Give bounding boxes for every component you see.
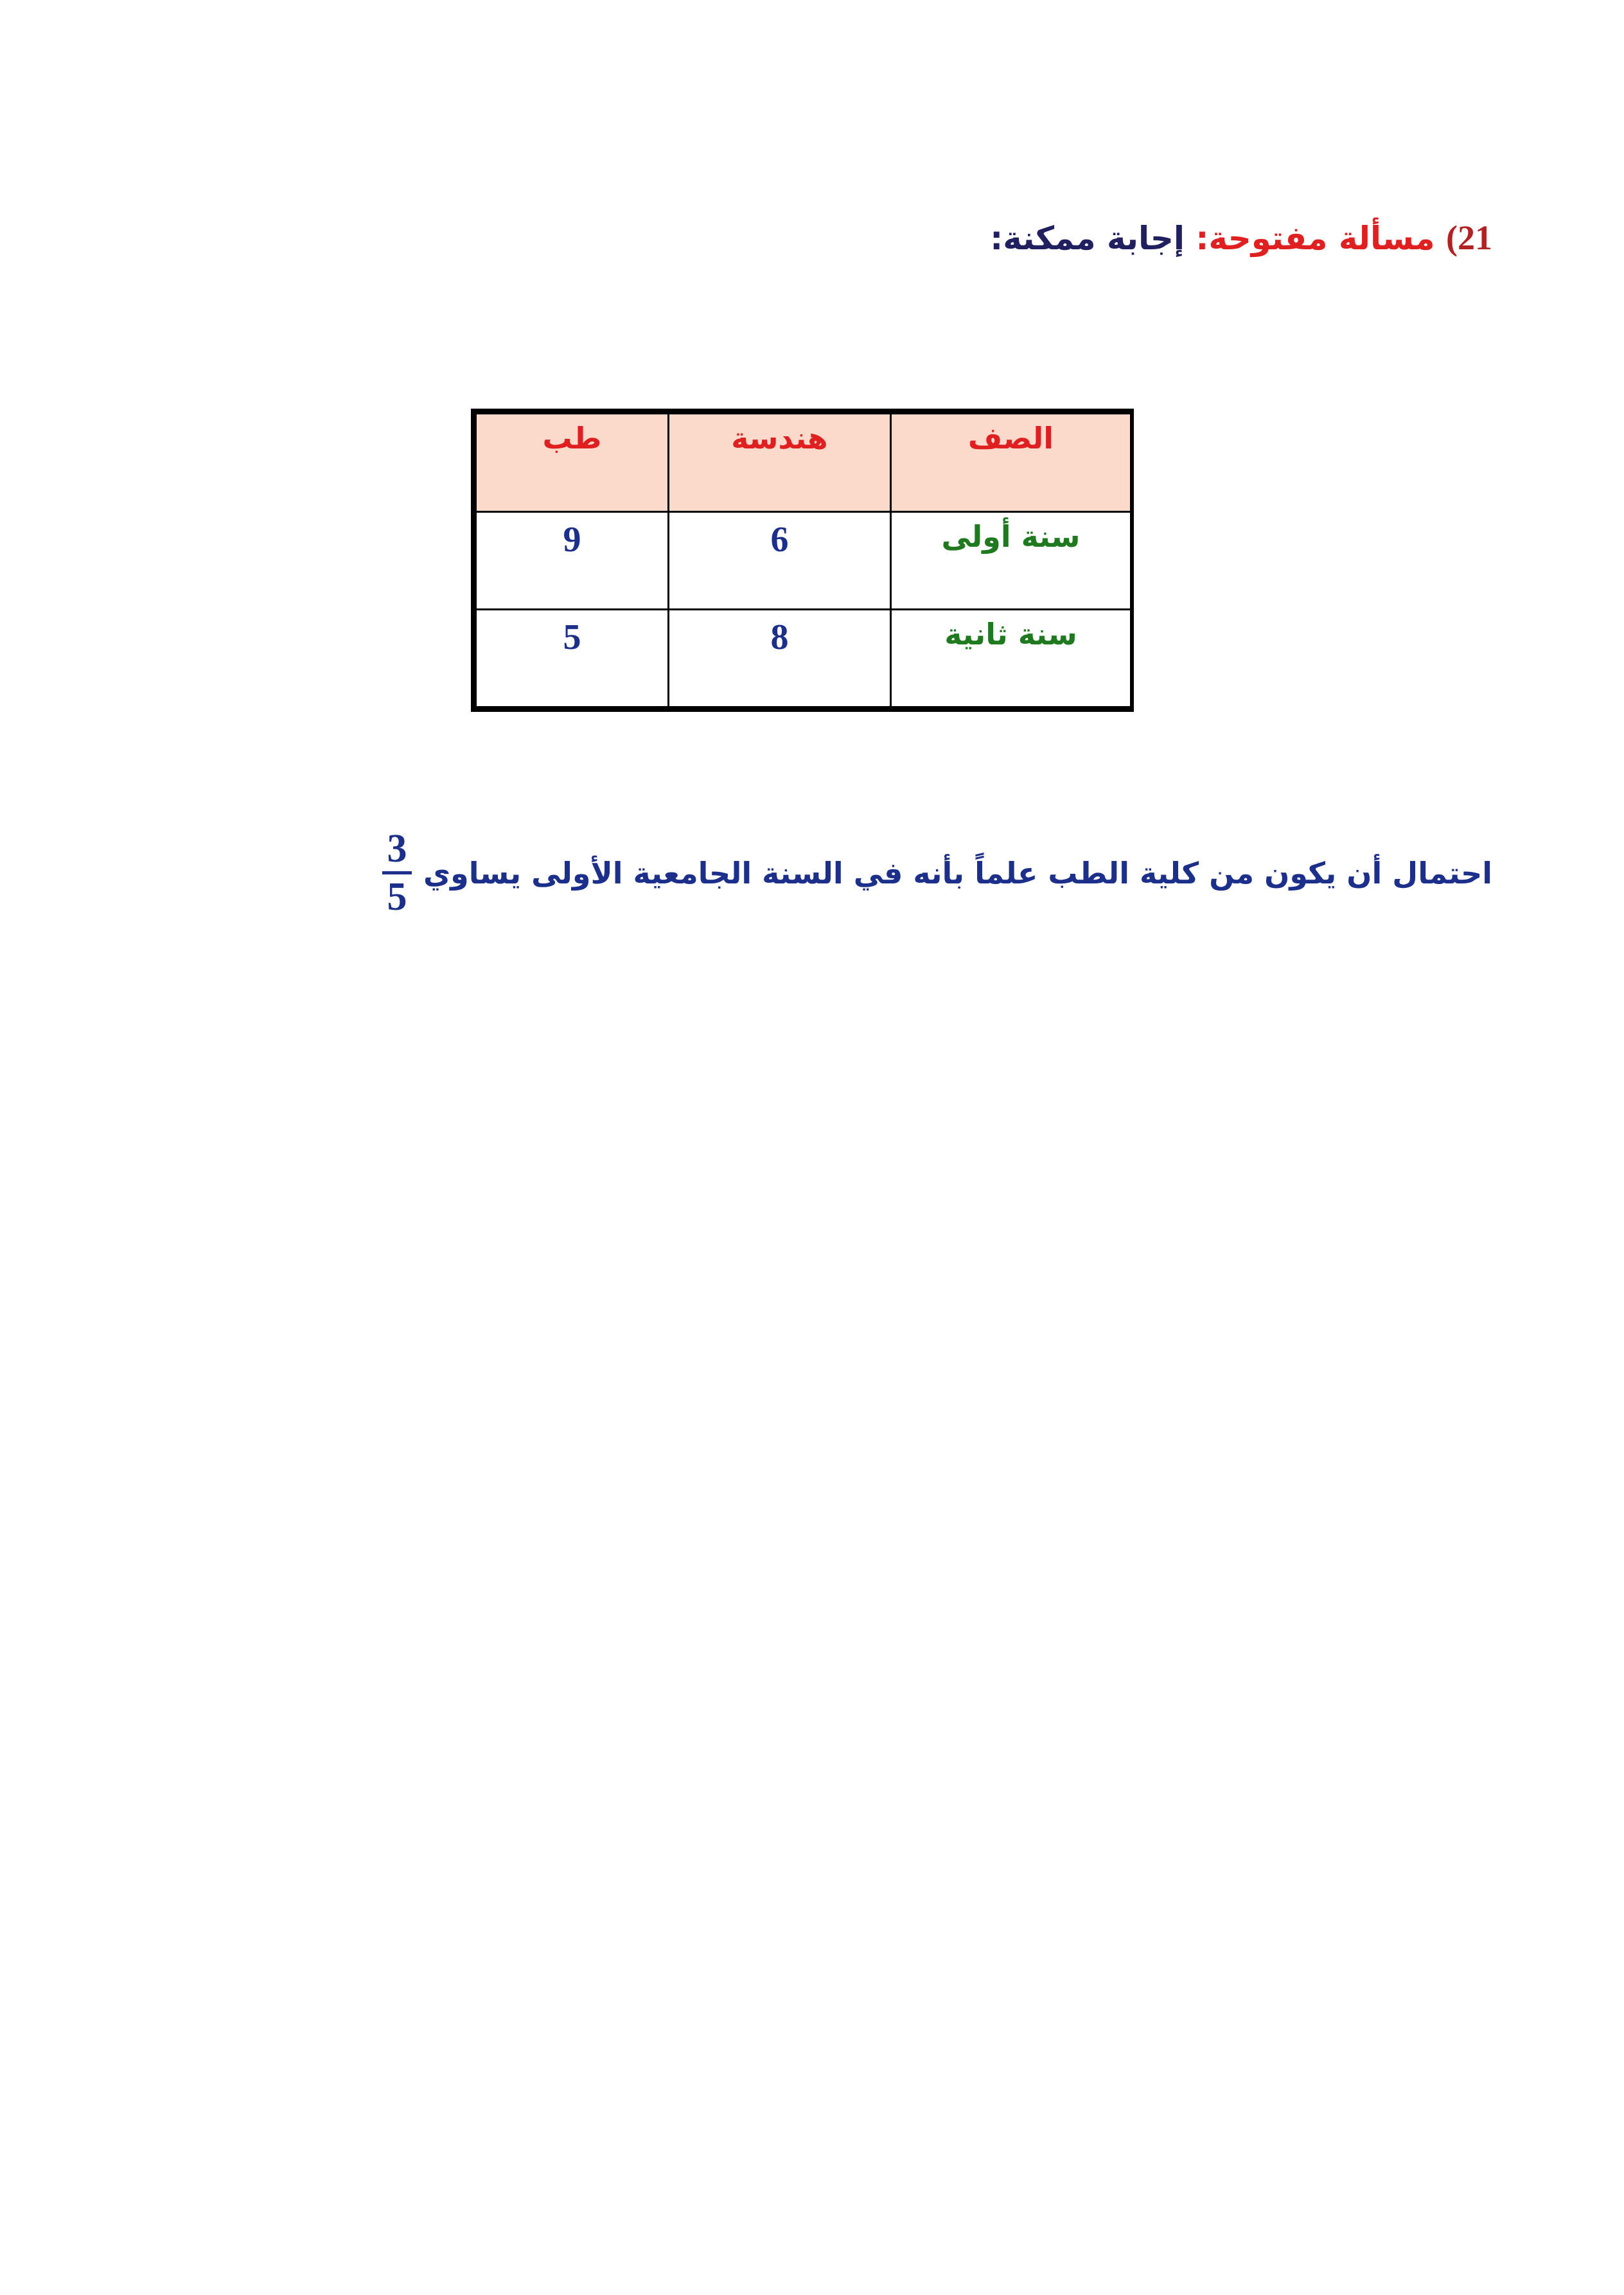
probability-statement: [382, 829, 1492, 917]
table-header-row: [476, 414, 1131, 512]
header-medicine: طب: [476, 414, 669, 512]
fraction-bar: [382, 871, 412, 874]
answer-label: إجابة ممكنة:: [990, 220, 1185, 257]
probability-fraction: [382, 829, 412, 917]
cell-first-year-engineering: 6: [669, 512, 891, 610]
cell-second-year-engineering: 8: [669, 610, 891, 707]
cell-first-year-medicine: 9: [476, 512, 669, 610]
table-row: [476, 610, 1131, 707]
cell-second-year-medicine: 5: [476, 610, 669, 707]
data-table: [471, 409, 1134, 712]
row-label-first-year: سنة أولى: [891, 512, 1131, 610]
question-number: 21): [1446, 218, 1492, 257]
table-row: [476, 512, 1131, 610]
question-label: مسألة مفتوحة:: [1196, 220, 1435, 257]
question-heading: [990, 212, 1492, 264]
statement-text: احتمال أن يكون من كلية الطب علماً بأنه في السنة الجامعية الأولى يساوي: [423, 855, 1492, 891]
header-class: الصف: [891, 414, 1131, 512]
header-engineering: هندسة: [669, 414, 891, 512]
fraction-numerator: 3: [387, 827, 407, 871]
fraction-denominator: 5: [387, 875, 407, 919]
row-label-second-year: سنة ثانية: [891, 610, 1131, 707]
